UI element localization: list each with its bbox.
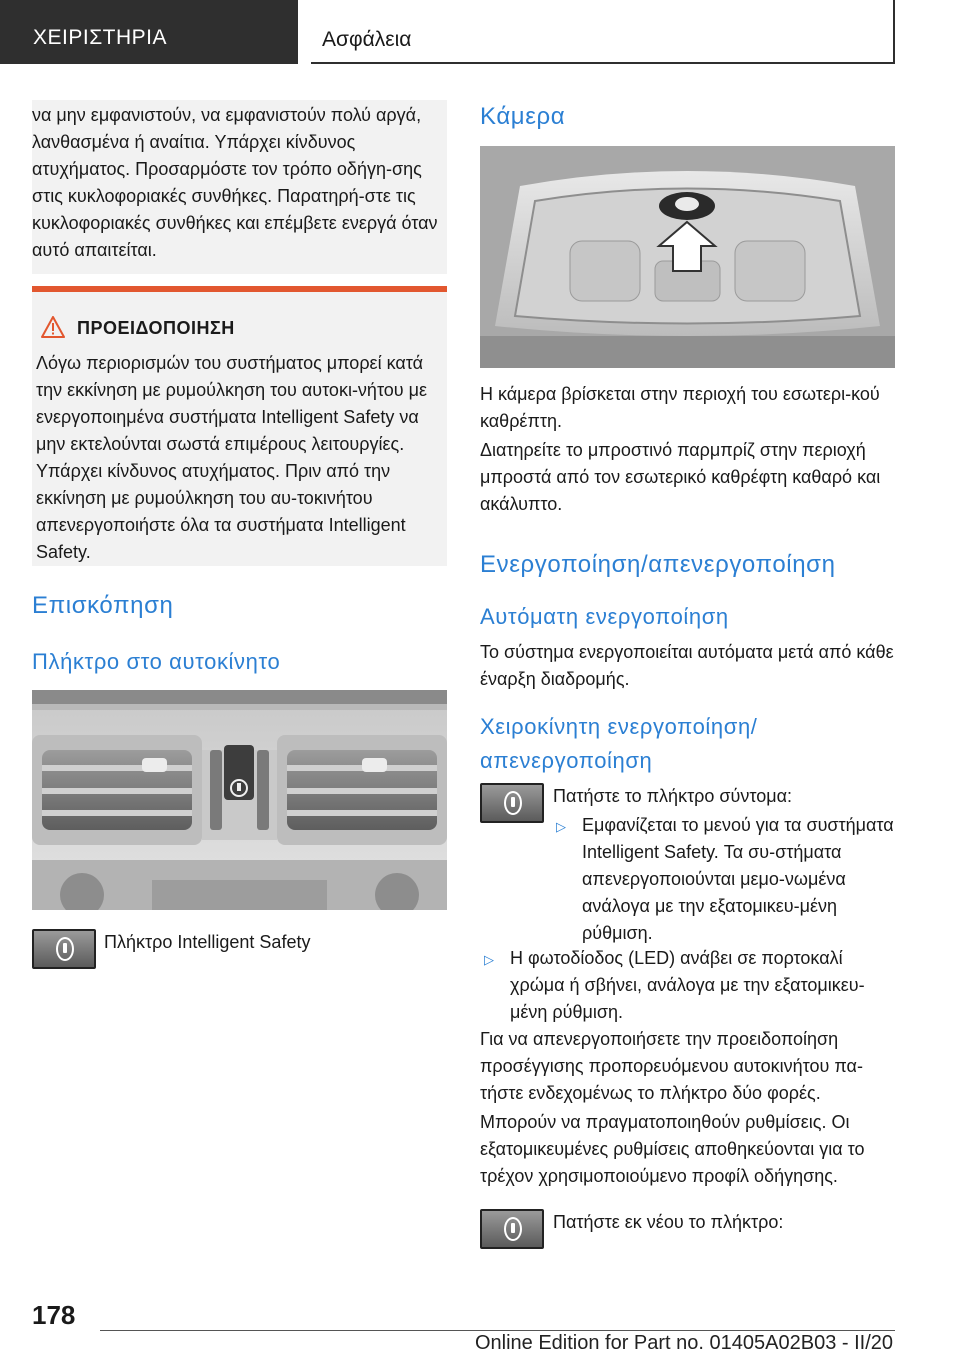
press-again-text: Πατήστε εκ νέου το πλήκτρο: — [553, 1212, 784, 1232]
warning-text: Λόγω περιορισμών του συστήματος μπορεί κατά την εκκίνηση με ρυμούλκηση του αυτοκι-νήτου με ενεργοποιημένα συστήματα Intelligent Safety να μην εκτελούνται σωστά επιμέρους λειτουργίες. Υπάρχει κίνδυνος ατυχήματος. Πριν από την εκκίνηση με ρυμούλκηση του αυ-τοκινήτου απενεργοποιήστε όλα τα συστήματα Intelligent Safety. — [36, 353, 428, 562]
page-number: 178 — [32, 1300, 76, 1330]
manual-heading: Χειροκίνητη ενεργοποίηση/ απενεργοποίηση — [480, 714, 758, 773]
auto-heading: Αυτόματη ενεργοποίηση — [480, 604, 729, 629]
footer-edition: Online Edition for Part no. 01405A02B03 - II/20 — [474, 1332, 893, 1354]
intro-text: να μην εμφανιστούν, να εμφανιστούν πολύ αργά, λανθασμένα ή αναίτια. Υπάρχει κίνδυνος ατυχήματος. Προσαρμόστε τον τρόπο οδήγη-σης στις κυκλοφοριακές συνθήκες. Παρατηρή-στε τις κυκλοφοριακές συνθήκες και επέμβετε ενεργά όταν αυτό απαιτείται. — [32, 105, 438, 260]
chapter-tab — [311, 0, 895, 64]
intelligent-safety-button-icon-3 — [480, 1209, 544, 1249]
rear-window-illustration — [480, 146, 895, 368]
camera-text-2: Διατηρείτε το μπροστινό παρμπρίζ στην περιοχή μπροστά από τον εσωτερικό καθρέφτη καθαρό και ακάλυπτο. — [480, 440, 881, 514]
intro-box — [32, 100, 447, 274]
warning-box — [32, 286, 447, 566]
warning-triangle-icon — [41, 316, 65, 338]
bullet-2-text: Η φωτοδίοδος (LED) ανάβει σε πορτοκαλί χρώμα ή σβήνει, ανάλογα με την εξατομικευ-μένη ρύθμιση. — [510, 948, 865, 1022]
button-caption: Πλήκτρο Intelligent Safety — [104, 932, 311, 952]
intelligent-safety-button-icon-2 — [480, 783, 544, 823]
overview-heading: Επισκόπηση — [32, 592, 174, 619]
deactivate-text: Για να απενεργοποιήσετε την προειδοποίηση προσέγγισης προπορευόμενου αυτοκινήτου πα-τήστε ενδεχομένως το πλήκτρο δύο φορές. — [480, 1029, 863, 1103]
bullet-arrow-icon: ▷ — [484, 952, 494, 967]
section-title: ΧΕΙΡΙΣΤΗΡΙΑ — [33, 26, 168, 49]
warning-title: ΠΡΟΕΙΔΟΠΟΙΗΣΗ — [77, 318, 235, 338]
settings-text: Μπορούν να πραγματοποιηθούν ρυθμίσεις. Οι εξατομικευμένες ρυθμίσεις αποθηκεύονται για το τρέχον χρησιμοποιούμενο προφίλ οδήγησης. — [480, 1112, 865, 1186]
camera-location-photo — [480, 146, 895, 368]
activation-heading: Ενεργοποίηση/απενεργοποίηση — [480, 551, 836, 578]
auto-text: Το σύστημα ενεργοποιείται αυτόματα μετά από κάθε έναρξη διαδρομής. — [480, 642, 894, 689]
footer-divider — [100, 1330, 895, 1331]
bullet-1-text: Εμφανίζεται το μενού για τα συστήματα Intelligent Safety. Τα συ-στήματα απενεργοποιούνται μεμο-νωμένα ανάλογα με την εξατομικευ-μένη ρύθμιση. — [582, 815, 894, 943]
dashboard-button-photo — [32, 690, 447, 910]
intelligent-safety-button-icon — [32, 929, 96, 969]
button-heading: Πλήκτρο στο αυτοκίνητο — [32, 649, 281, 674]
section-tab — [0, 0, 298, 64]
chapter-title: Ασφάλεια — [322, 28, 412, 51]
bullet-arrow-icon: ▷ — [556, 819, 566, 834]
camera-text-1: Η κάμερα βρίσκεται στην περιοχή του εσωτερι-κού καθρέπτη. — [480, 384, 880, 431]
camera-heading: Κάμερα — [480, 103, 566, 130]
press-briefly-text: Πατήστε το πλήκτρο σύντομα: — [553, 786, 793, 806]
dashboard-illustration — [32, 690, 447, 910]
